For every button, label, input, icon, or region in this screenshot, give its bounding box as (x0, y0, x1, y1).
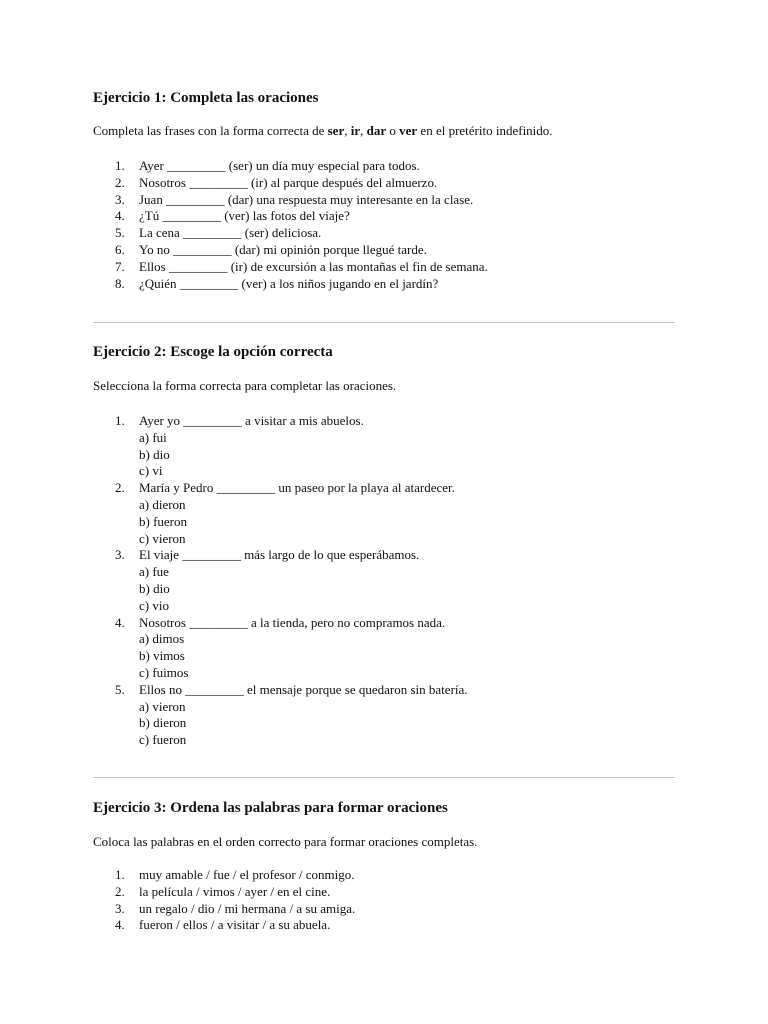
list-item: 4. fueron / ellos / a visitar / a su abuela. (115, 917, 331, 933)
exercise-2-list (93, 413, 675, 749)
exercise-1-list (93, 158, 675, 292)
exercise-1-instructions: Completa las frases con la forma correcta de ser, ir, dar o ver en el pretérito indefinido. (93, 123, 553, 138)
list-item: 2. María y Pedro _________ un paseo por la playa al atardecer. a) dieron b) fueron c) vieron (93, 480, 675, 547)
list-item: 3. El viaje _________ más largo de lo que esperábamos. a) fue b) dio c) vio (93, 547, 675, 614)
answer-option: a) dimos (139, 631, 185, 647)
list-item: 2. la película / vimos / ayer / en el cine. (115, 883, 331, 899)
list-item: 2. Nosotros _________ (ir) al parque después del almuerzo. (115, 174, 438, 190)
answer-option: b) dio (139, 446, 170, 462)
list-item: 4. Nosotros _________ a la tienda, pero no compramos nada. a) dimos b) vimos c) fuimos (93, 615, 675, 682)
answer-option: c) vi (139, 463, 163, 479)
exercise-2-title: Ejercicio 2: Escoge la opción correcta (93, 344, 333, 360)
list-item: 5. La cena _________ (ser) deliciosa. (115, 225, 322, 241)
answer-options (139, 497, 675, 547)
answer-option: a) dieron (139, 496, 186, 512)
exercise-2 (93, 343, 675, 749)
exercise-3-list (93, 867, 675, 934)
list-item: 3. un regalo / dio / mi hermana / a su amiga. (115, 900, 356, 916)
answer-option: b) dieron (139, 715, 187, 731)
answer-option: c) vieron (139, 530, 186, 546)
list-item: 7. Ellos _________ (ir) de excursión a las montañas el fin de semana. (115, 258, 488, 274)
exercise-1 (93, 89, 675, 292)
list-item: 3. Juan _________ (dar) una respuesta muy interesante en la clase. (115, 191, 474, 207)
answer-option: c) fuimos (139, 664, 189, 680)
answer-option: b) vimos (139, 648, 185, 664)
list-item: 8. ¿Quién _________ (ver) a los niños jugando en el jardín? (115, 275, 439, 291)
answer-option: a) vieron (139, 698, 186, 714)
list-item: 4. ¿Tú _________ (ver) las fotos del viaje? (115, 208, 350, 224)
exercise-2-instructions: Selecciona la forma correcta para completar las oraciones. (93, 378, 397, 393)
answer-option: b) fueron (139, 513, 188, 529)
exercise-3 (93, 799, 675, 934)
list-item: 6. Yo no _________ (dar) mi opinión porque llegué tarde. (115, 241, 427, 257)
answer-option: b) dio (139, 580, 170, 596)
answer-options (139, 631, 675, 681)
section-divider (93, 322, 675, 323)
exercise-3-title: Ejercicio 3: Ordena las palabras para formar oraciones (93, 800, 448, 816)
list-item: 1. muy amable / fue / el profesor / conmigo. (115, 867, 355, 882)
answer-options (139, 564, 675, 614)
answer-option: a) fue (139, 564, 169, 580)
answer-option: c) fueron (139, 732, 187, 748)
section-divider (93, 777, 675, 778)
answer-options (139, 699, 675, 749)
answer-option: a) fui (139, 429, 167, 445)
list-item: 1. Ayer _________ (ser) un día muy especial para todos. (115, 158, 420, 173)
exercise-1-title: Ejercicio 1: Completa las oraciones (93, 90, 319, 106)
list-item: 5. Ellos no _________ el mensaje porque se quedaron sin batería. a) vieron b) dieron c) fueron (93, 682, 675, 749)
list-item: 1. Ayer yo _________ a visitar a mis abuelos. a) fui b) dio c) vi (93, 413, 675, 480)
exercise-3-instructions: Coloca las palabras en el orden correcto para formar oraciones completas. (93, 834, 478, 849)
answer-options (139, 430, 675, 480)
answer-option: c) vio (139, 597, 169, 613)
